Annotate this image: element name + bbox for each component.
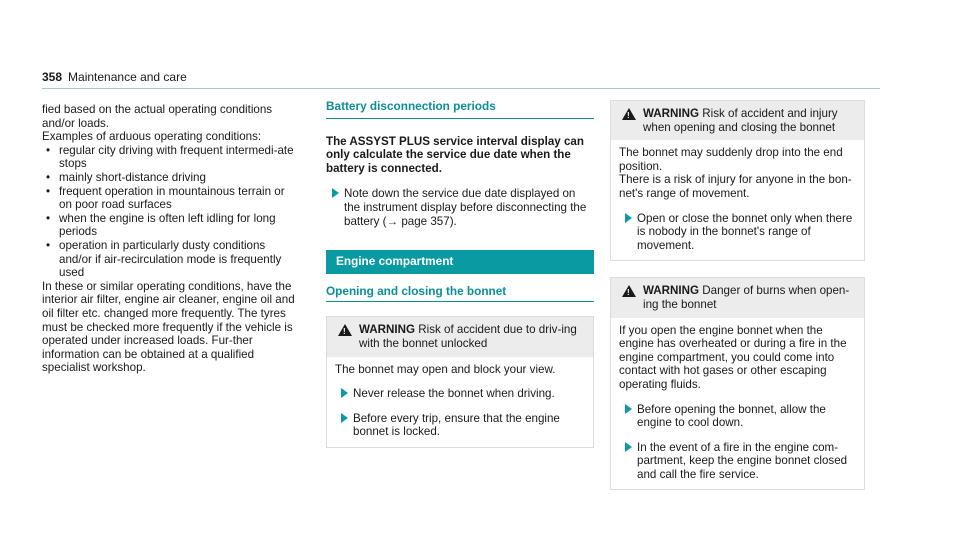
list-item: • frequent operation in mountainous terrain or on poor road surfaces	[46, 184, 285, 212]
step-arrow-icon	[625, 404, 632, 414]
intro-text: fied based on the actual operating conditions and/or loads.	[42, 103, 273, 130]
warning-heading: Risk of accident due to driv-ing with the bonnet unlocked	[359, 323, 577, 350]
instruction-step: Never release the bonnet when driving.	[335, 387, 585, 401]
warning-text: If you open the engine bonnet when the engine has overheated or during a fire in the engine compartment, you could come into contact with hot gases or other escaping operating fluids.	[619, 323, 847, 391]
list-item: • when the engine is often left idling for long periods	[46, 211, 276, 239]
step-arrow-icon	[625, 213, 632, 223]
bullet-icon: •	[46, 238, 51, 252]
warning-label: WARNING	[359, 323, 416, 337]
warning-header: ! WARNING Danger of burns when open-ing the bonnet	[611, 278, 864, 317]
section-title-battery: Battery disconnection periods	[326, 100, 594, 119]
warning-box-unlocked-bonnet	[326, 316, 594, 448]
instruction-step: Open or close the bonnet only when there is nobody in the bonnet's range of movement.	[619, 212, 856, 253]
column-3	[610, 100, 865, 490]
examples-label: Examples of arduous operating conditions:	[42, 130, 262, 144]
list-item: • regular city driving with frequent intermedi-ate stops	[46, 143, 294, 171]
bullet-icon: •	[46, 211, 51, 225]
column-1	[42, 103, 297, 375]
header-divider	[42, 88, 880, 89]
warning-heading: Danger of burns when open-ing the bonnet	[643, 284, 850, 311]
warning-text: There is a risk of injury for anyone in the bon-net's range of movement.	[619, 173, 852, 200]
conditions-list	[42, 144, 297, 280]
warning-text: The bonnet may suddenly drop into the end position.	[619, 146, 843, 173]
page-number: 358	[42, 70, 63, 84]
section-banner-engine: Engine compartment	[326, 250, 594, 274]
step-arrow-icon	[332, 188, 339, 198]
assyst-note: The ASSYST PLUS service interval display can only calculate the service due date when the battery is connected.	[326, 134, 584, 175]
closing-text: In these or similar operating conditions, have the interior air filter, engine air cleaner, engine oil and oil filter etc. changed more frequently. The tyres must be checked more frequently if the vehicle is operated under increased loads. Fur-ther information can be obtained at a qualified specialist workshop.	[42, 279, 295, 375]
warning-label: WARNING	[643, 107, 700, 120]
warning-box-opening-closing	[610, 100, 865, 261]
warning-body	[611, 318, 864, 490]
warning-text: The bonnet may open and block your view.	[335, 362, 556, 376]
step-arrow-icon	[341, 388, 348, 398]
step-arrow-icon	[625, 442, 632, 452]
warning-label: WARNING	[643, 284, 700, 298]
warning-header: ! WARNING Risk of accident and injury when opening and closing the bonnet	[611, 101, 864, 140]
bullet-icon: •	[46, 184, 51, 198]
warning-header: ! WARNING Risk of accident due to driv-ing with the bonnet unlocked	[327, 317, 593, 356]
list-item: • operation in particularly dusty conditions and/or if air-recirculation mode is frequently used	[46, 238, 282, 280]
step-arrow-icon	[341, 413, 348, 423]
column-2	[326, 100, 594, 448]
warning-box-burns	[610, 277, 865, 490]
bullet-icon: •	[46, 170, 51, 184]
page-header	[42, 70, 187, 84]
instruction-step: Before opening the bonnet, allow the engine to cool down.	[619, 403, 856, 430]
chapter-title: Maintenance and care	[68, 70, 187, 84]
instruction-step: Before every trip, ensure that the engine bonnet is locked.	[335, 412, 585, 439]
subsection-title-bonnet: Opening and closing the bonnet	[326, 285, 594, 303]
list-item: • mainly short-distance driving	[46, 170, 206, 184]
instruction-step: In the event of a fire in the engine com-partment, keep the engine bonnet closed and call the fire service.	[619, 441, 856, 482]
warning-body	[611, 140, 864, 260]
bullet-icon: •	[46, 143, 51, 157]
warning-heading: Risk of accident and injury when opening and closing the bonnet	[643, 107, 838, 134]
instruction-step: Note down the service due date displayed on the instrument display before disconnecting the battery (→ page 357).	[326, 187, 594, 228]
warning-body	[327, 357, 593, 447]
